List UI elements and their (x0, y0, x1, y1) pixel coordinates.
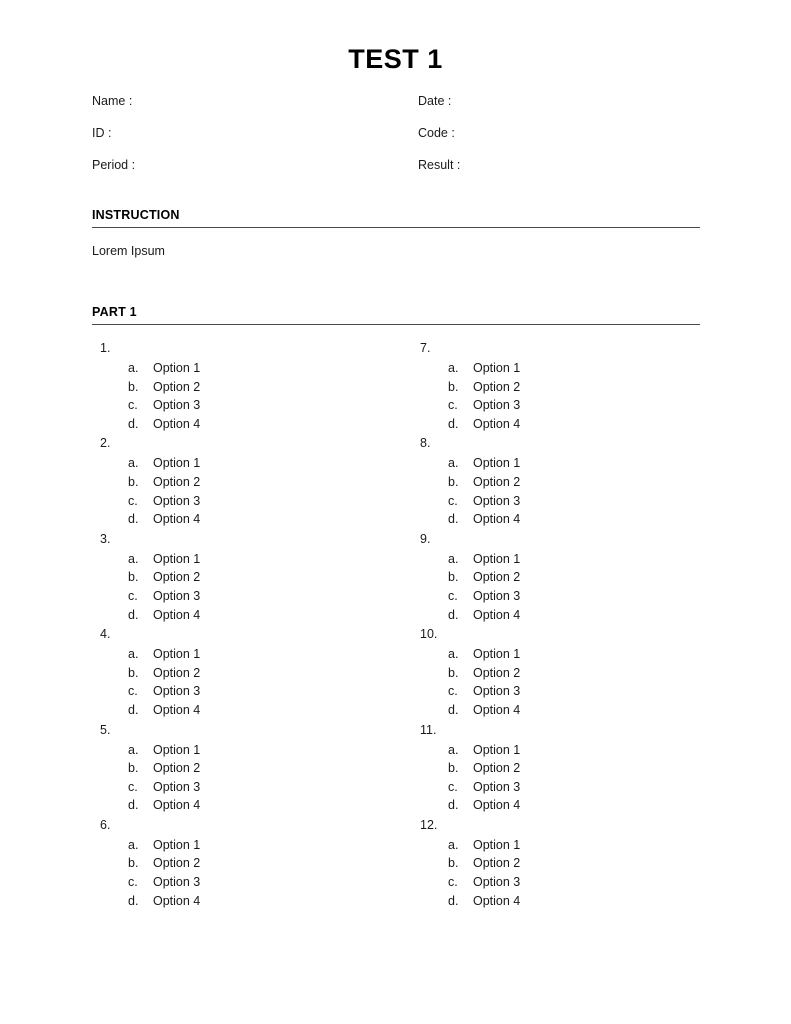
option-letter: a. (448, 361, 459, 375)
form-field-row (92, 156, 700, 188)
question-options (92, 550, 412, 624)
field-label-left: Name : (92, 94, 133, 108)
option-letter: c. (128, 398, 138, 413)
option-text: Option 3 (153, 875, 201, 890)
option-text: Option 4 (473, 702, 521, 717)
option-text: Option 3 (153, 684, 201, 699)
answer-option[interactable] (92, 682, 412, 701)
option-text: Option 4 (473, 607, 521, 622)
option-text: Option 4 (153, 702, 201, 717)
option-text: Option 2 (473, 570, 521, 585)
answer-option[interactable] (92, 836, 412, 855)
option-letter: a. (448, 456, 459, 471)
answer-option[interactable] (412, 510, 732, 529)
question-block (92, 720, 412, 815)
option-text: Option 4 (473, 512, 521, 527)
option-letter: c. (448, 875, 458, 890)
option-text: Option 1 (473, 551, 521, 566)
option-letter: a. (448, 837, 459, 852)
part1-section (92, 305, 700, 325)
question-number: 12. (420, 817, 438, 832)
form-field-row (92, 92, 700, 124)
part1-heading: PART 1 (92, 305, 137, 319)
answer-option[interactable] (412, 701, 732, 720)
option-letter: b. (128, 570, 139, 585)
option-letter: b. (448, 665, 459, 680)
answer-option[interactable] (92, 454, 412, 473)
option-text: Option 3 (153, 493, 201, 508)
answer-option[interactable] (92, 854, 412, 873)
question-options (92, 454, 412, 528)
question-options (92, 836, 412, 910)
answer-option[interactable] (412, 378, 732, 397)
question-block (92, 815, 412, 910)
answer-option[interactable] (92, 759, 412, 778)
option-text: Option 1 (473, 647, 521, 662)
option-text: Option 1 (153, 742, 201, 757)
option-letter: b. (448, 761, 459, 776)
answer-option[interactable] (412, 892, 732, 911)
option-text: Option 4 (153, 512, 201, 527)
question-number: 11. (420, 722, 437, 737)
field-label-right: Code : (418, 126, 455, 140)
question-options (412, 454, 732, 528)
option-letter: c. (128, 684, 138, 699)
option-text: Option 3 (473, 588, 521, 603)
answer-option[interactable] (412, 759, 732, 778)
answer-option[interactable] (92, 473, 412, 492)
answer-option[interactable] (412, 415, 732, 434)
answer-option[interactable] (92, 606, 412, 625)
question-block (412, 433, 732, 528)
answer-option[interactable] (92, 796, 412, 815)
question-block (412, 720, 732, 815)
option-text: Option 3 (473, 493, 521, 508)
question-block (92, 624, 412, 719)
part1-divider (92, 324, 700, 325)
option-text: Option 1 (473, 456, 521, 471)
question-number: 4. (100, 627, 111, 642)
question-number: 7. (420, 341, 431, 355)
field-label-right: Result : (418, 158, 461, 172)
question-block (92, 338, 412, 433)
option-text: Option 1 (153, 456, 201, 471)
option-letter: a. (128, 742, 139, 757)
answer-option[interactable] (92, 396, 412, 415)
question-options (412, 645, 732, 719)
option-letter: a. (128, 361, 139, 375)
option-letter: a. (448, 647, 459, 662)
answer-option[interactable] (412, 836, 732, 855)
option-letter: b. (448, 856, 459, 871)
option-text: Option 2 (473, 379, 521, 394)
field-label-left: ID : (92, 126, 112, 140)
answer-option[interactable] (412, 682, 732, 701)
option-text: Option 4 (473, 893, 521, 908)
question-number: 8. (420, 436, 431, 451)
answer-option[interactable] (92, 568, 412, 587)
answer-option[interactable] (412, 741, 732, 760)
option-text: Option 3 (153, 779, 201, 794)
answer-option[interactable] (92, 359, 412, 378)
option-letter: d. (448, 702, 459, 717)
question-number: 1. (100, 341, 111, 355)
option-letter: b. (128, 379, 139, 394)
option-text: Option 2 (153, 856, 201, 871)
option-letter: b. (128, 665, 139, 680)
answer-option[interactable] (412, 778, 732, 797)
option-letter: d. (128, 798, 139, 813)
instruction-body-text: Lorem Ipsum (92, 244, 165, 258)
option-letter: a. (448, 742, 459, 757)
answer-option[interactable] (92, 492, 412, 511)
option-text: Option 1 (153, 837, 201, 852)
question-options (412, 741, 732, 815)
answer-option[interactable] (412, 473, 732, 492)
option-letter: b. (448, 474, 459, 489)
option-letter: d. (128, 512, 139, 527)
option-letter: d. (128, 893, 139, 908)
option-letter: c. (128, 588, 138, 603)
option-letter: c. (448, 779, 458, 794)
form-fields-block (92, 92, 700, 188)
option-letter: b. (448, 570, 459, 585)
option-text: Option 3 (473, 398, 521, 413)
option-letter: b. (128, 856, 139, 871)
option-text: Option 1 (153, 551, 201, 566)
option-text: Option 4 (153, 893, 201, 908)
answer-option[interactable] (92, 645, 412, 664)
option-text: Option 4 (153, 416, 201, 431)
question-block (412, 529, 732, 624)
option-text: Option 1 (153, 361, 201, 375)
option-text: Option 4 (473, 416, 521, 431)
answer-option[interactable] (412, 854, 732, 873)
answer-option[interactable] (412, 492, 732, 511)
answer-option[interactable] (92, 741, 412, 760)
answer-option[interactable] (92, 701, 412, 720)
question-block (412, 815, 732, 910)
option-letter: d. (128, 702, 139, 717)
answer-option[interactable] (92, 415, 412, 434)
answer-option[interactable] (412, 645, 732, 664)
form-field-row (92, 124, 700, 156)
question-options (92, 359, 412, 433)
option-letter: d. (448, 798, 459, 813)
option-text: Option 2 (153, 570, 201, 585)
option-letter: a. (448, 551, 459, 566)
question-options (92, 645, 412, 719)
option-text: Option 2 (153, 761, 201, 776)
option-text: Option 2 (153, 379, 201, 394)
question-options (412, 359, 732, 433)
option-letter: b. (128, 761, 139, 776)
question-number: 10. (420, 627, 438, 642)
question-number: 6. (100, 817, 111, 832)
answer-option[interactable] (412, 396, 732, 415)
option-letter: c. (448, 493, 458, 508)
answer-option[interactable] (412, 587, 732, 606)
answer-option[interactable] (412, 664, 732, 683)
field-label-right: Date : (418, 94, 452, 108)
question-block (92, 433, 412, 528)
instruction-section (92, 208, 700, 258)
option-letter: c. (128, 779, 138, 794)
option-text: Option 2 (473, 856, 521, 871)
option-text: Option 2 (473, 665, 521, 680)
option-text: Option 2 (153, 665, 201, 680)
option-text: Option 2 (473, 761, 521, 776)
option-letter: b. (128, 474, 139, 489)
option-letter: d. (448, 607, 459, 622)
option-letter: c. (128, 493, 138, 508)
option-letter: d. (128, 416, 139, 431)
option-text: Option 3 (153, 588, 201, 603)
question-options (92, 741, 412, 815)
answer-option[interactable] (92, 778, 412, 797)
answer-option[interactable] (412, 568, 732, 587)
question-options (412, 836, 732, 910)
answer-option[interactable] (412, 796, 732, 815)
question-number: 2. (100, 436, 111, 451)
option-letter: c. (448, 588, 458, 603)
question-column (92, 338, 412, 910)
option-text: Option 2 (153, 474, 201, 489)
option-text: Option 1 (473, 837, 521, 852)
answer-option[interactable] (92, 873, 412, 892)
answer-option[interactable] (92, 892, 412, 911)
option-letter: c. (448, 398, 458, 413)
option-text: Option 3 (473, 779, 521, 794)
option-text: Option 3 (473, 875, 521, 890)
option-letter: d. (448, 512, 459, 527)
answer-option[interactable] (92, 510, 412, 529)
option-text: Option 4 (153, 607, 201, 622)
question-options (412, 550, 732, 624)
answer-option[interactable] (412, 550, 732, 569)
field-label-left: Period : (92, 158, 136, 172)
question-block (412, 624, 732, 719)
option-letter: a. (128, 551, 139, 566)
question-number: 3. (100, 531, 111, 546)
option-text: Option 3 (473, 684, 521, 699)
instruction-heading: INSTRUCTION (92, 208, 180, 222)
answer-option[interactable] (92, 550, 412, 569)
option-text: Option 3 (153, 398, 201, 413)
answer-option[interactable] (412, 606, 732, 625)
answer-option[interactable] (92, 378, 412, 397)
questions-area (92, 338, 732, 910)
option-text: Option 1 (473, 361, 521, 375)
option-letter: d. (128, 607, 139, 622)
option-letter: a. (128, 647, 139, 662)
option-letter: a. (128, 837, 139, 852)
option-text: Option 1 (153, 647, 201, 662)
question-number: 9. (420, 531, 431, 546)
option-text: Option 4 (153, 798, 201, 813)
question-block (92, 529, 412, 624)
question-column (412, 338, 732, 910)
option-letter: b. (448, 379, 459, 394)
question-block (412, 338, 732, 433)
option-text: Option 2 (473, 474, 521, 489)
answer-option[interactable] (412, 454, 732, 473)
option-letter: d. (448, 893, 459, 908)
option-text: Option 4 (473, 798, 521, 813)
answer-option[interactable] (412, 359, 732, 378)
answer-option[interactable] (92, 587, 412, 606)
answer-option[interactable] (412, 873, 732, 892)
page-title: TEST 1 (348, 44, 443, 74)
option-letter: c. (128, 875, 138, 890)
option-text: Option 1 (473, 742, 521, 757)
option-letter: c. (448, 684, 458, 699)
answer-option[interactable] (92, 664, 412, 683)
option-letter: a. (128, 456, 139, 471)
question-number: 5. (100, 722, 111, 737)
option-letter: d. (448, 416, 459, 431)
